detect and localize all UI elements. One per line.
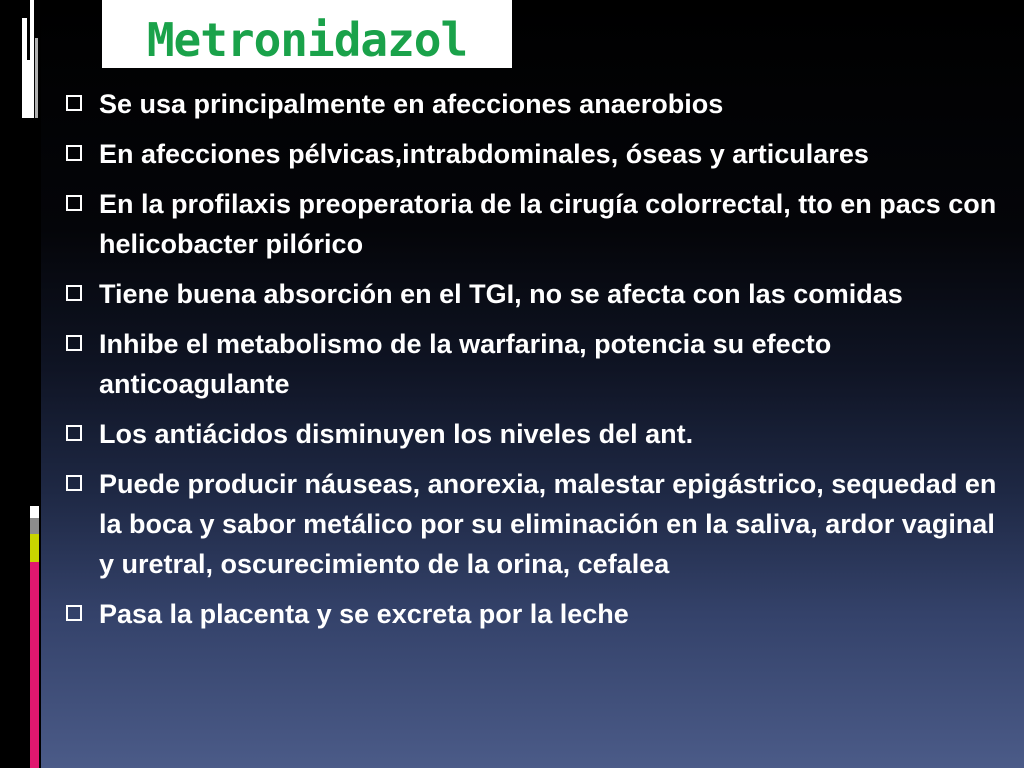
bullet-text: Se usa principalmente en afecciones anaerobios: [99, 89, 724, 119]
accent-bar: [30, 0, 34, 118]
hollow-square-bullet-icon: [66, 425, 82, 441]
hollow-square-bullet-icon: [66, 605, 82, 621]
hollow-square-bullet-icon: [66, 285, 82, 301]
accent-bar: [30, 534, 39, 562]
bullet-item: [64, 324, 1004, 404]
title-box: [102, 0, 512, 68]
accent-bar: [27, 60, 30, 118]
accent-bar: [35, 38, 38, 118]
bullet-text: En afecciones pélvicas,intrabdominales, óseas y articulares: [99, 139, 869, 169]
accent-bar: [30, 506, 39, 518]
bullet-item: [64, 464, 1004, 584]
bullet-item: [64, 274, 1004, 314]
bullet-item: [64, 84, 1004, 124]
bullet-text: Inhibe el metabolismo de la warfarina, potencia su efecto anticoagulante: [99, 329, 832, 399]
bullet-text: Pasa la placenta y se excreta por la leche: [99, 599, 629, 629]
slide-title: Metronidazol: [146, 13, 468, 67]
bullet-text: Tiene buena absorción en el TGI, no se afecta con las comidas: [99, 279, 903, 309]
bullet-item: [64, 414, 1004, 454]
bullet-list: [64, 84, 1004, 644]
bullet-text: Puede producir náuseas, anorexia, malestar epigástrico, sequedad en la boca y sabor metálico por su eliminación en la saliva, ardor vaginal y uretral, oscurecimiento de la orina, cefalea: [99, 469, 997, 579]
hollow-square-bullet-icon: [66, 335, 82, 351]
hollow-square-bullet-icon: [66, 145, 82, 161]
bullet-text: En la profilaxis preoperatoria de la cirugía colorrectal, tto en pacs con helicobacter pilórico: [99, 189, 997, 259]
bullet-text: Los antiácidos disminuyen los niveles del ant.: [99, 419, 694, 449]
hollow-square-bullet-icon: [66, 195, 82, 211]
accent-bar: [30, 518, 39, 534]
accent-bar: [30, 562, 39, 768]
hollow-square-bullet-icon: [66, 475, 82, 491]
hollow-square-bullet-icon: [66, 95, 82, 111]
bullet-item: [64, 184, 1004, 264]
bullet-item: [64, 594, 1004, 634]
bullet-item: [64, 134, 1004, 174]
